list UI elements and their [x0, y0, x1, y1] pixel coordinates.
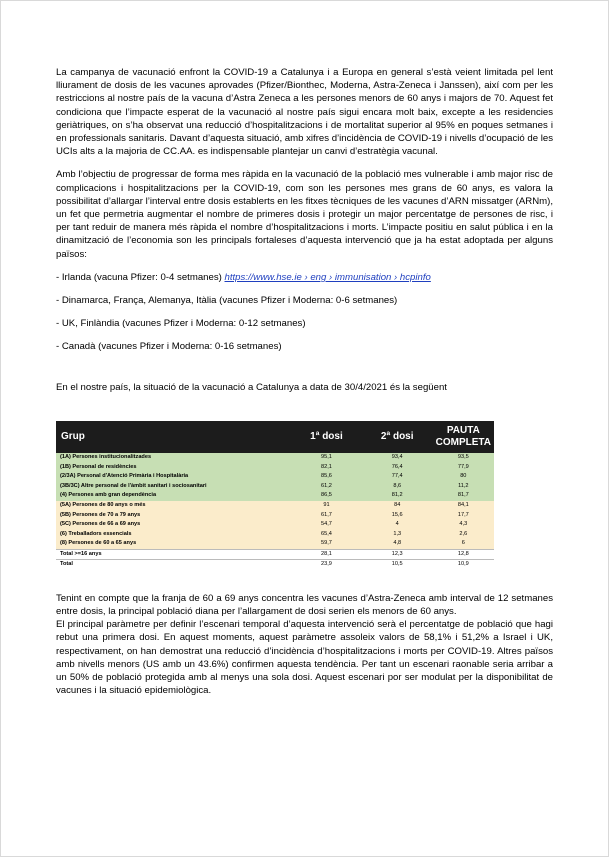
row-complete: 77,9	[433, 462, 494, 472]
table-row	[56, 529, 494, 539]
row-complete: 6	[433, 539, 494, 549]
header-complete-line1: PAUTA	[446, 424, 480, 436]
row-dose1: 61,7	[291, 510, 362, 520]
header-dose2: 2ª dosi	[362, 421, 433, 453]
row-group: (2/3A) Personal d'Atenció Primària i Hospitalària	[56, 472, 291, 482]
closing-section	[56, 592, 553, 698]
row-group: Total	[56, 560, 291, 570]
table-row	[56, 520, 494, 530]
row-complete: 17,7	[433, 510, 494, 520]
row-complete: 93,5	[433, 453, 494, 463]
table-row	[56, 539, 494, 549]
table-row-total	[56, 560, 494, 570]
row-dose2: 77,4	[362, 472, 433, 482]
table-row	[56, 472, 494, 482]
row-dose2: 12,3	[362, 549, 433, 560]
row-dose1: 28,1	[291, 549, 362, 560]
header-complete	[433, 421, 494, 453]
row-group: (1A) Persones institucionalitzades	[56, 453, 291, 463]
row-complete: 4,3	[433, 520, 494, 530]
bullet-ireland	[56, 271, 553, 284]
row-dose2: 93,4	[362, 453, 433, 463]
table-row	[56, 453, 494, 463]
row-dose1: 61,2	[291, 482, 362, 492]
row-group: Total >=16 anys	[56, 549, 291, 560]
row-dose2: 81,2	[362, 491, 433, 501]
row-dose2: 8,6	[362, 482, 433, 492]
table-row	[56, 491, 494, 501]
table-header-row	[56, 421, 494, 453]
row-dose1: 54,7	[291, 520, 362, 530]
row-complete: 12,8	[433, 549, 494, 560]
row-dose2: 15,6	[362, 510, 433, 520]
row-dose1: 86,5	[291, 491, 362, 501]
paragraph-scenario: El principal paràmetre per definir l’escenari temporal d’aquesta intervenció serà el percentatge de població que hagi rebut una primera dosi. En aquest moments, aquest paràmetre assoleix valors de 58,1% i 51,2% a Israel i UK, respectivament, on han demostrat una reducció d’incidència d’hospitalitzacions i morts per COVID-19. Altres països amb nivells menors (US amb un 43.6%) confirmen aquesta tendència. Per tant un escenari raonable seria arribar a un 50% de població protegida amb al menys una sola dosi. Aquest escenari por ser modulat per la disponibilitat de vacunes i la situació epidemiològica.	[56, 619, 553, 697]
row-group: (1B) Personal de residències	[56, 462, 291, 472]
row-group: (8) Persones de 60 a 65 anys	[56, 539, 291, 549]
header-complete-line2: COMPLETA	[435, 436, 491, 448]
table-row	[56, 462, 494, 472]
row-dose2: 10,5	[362, 560, 433, 570]
hse-link[interactable]: https://www.hse.ie › eng › immunisation › hcpinfo	[224, 271, 431, 283]
row-group: (6) Treballadors essencials	[56, 529, 291, 539]
row-complete: 80	[433, 472, 494, 482]
row-dose2: 84	[362, 501, 433, 511]
paragraph-intro: La campanya de vacunació enfront la COVID-19 a Catalunya i a Europa en general s’està veient limitada pel lent lliurament de dosis de les vacunes aprovades (Pfizer/Bionthec, Moderna, Astra-Zeneca i Janssen), així com per les restriccions al nostre país de la vacuna d’Astra Zeneca a les persones menors de 60 anys i majors de 70. Aquest fet condiciona que l’impacte esperat de la vacunació al nostre país sigui encara molt baix, excepte a les residencies geriàtriques, on s’ha observat una reducció d’hospitalitzacions i de mortalitat superior al 95% en poques setmanes i en professionals sanitaris. Davant d’aquesta situació, amb xifres d’incidència de COVID-19 i nivells d’ocupació de les UCIs alts a la majoria de CC.AA. es indispensable plantejar un canvi d’estratègia vacunal.	[56, 67, 554, 158]
paragraph-target-population: Tenint en compte que la franja de 60 a 69 anys concentra les vacunes d’Astra-Zeneca amb interval de 12 setmanes entre dosis, la principal població diana per l’allargament de dosi serien els menors de 60 anys.	[56, 592, 553, 617]
row-complete: 10,9	[433, 560, 494, 570]
bullet-dinamarca: - Dinamarca, França, Alemanya, Itàlia (vacunes Pfizer i Moderna: 0-6 setmanes)	[56, 295, 398, 307]
table-row	[56, 482, 494, 492]
bullet-uk: - UK, Finlàndia (vacunes Pfizer i Moderna: 0-12 setmanes)	[56, 318, 306, 330]
document-body	[56, 66, 553, 697]
bullet-canada: - Canadà (vacunes Pfizer i Moderna: 0-16 setmanes)	[56, 341, 282, 353]
header-group: Grup	[56, 421, 291, 453]
paragraph-objective: Amb l’objectiu de progressar de forma mes ràpida en la vacunació de la població mes vulnerable i amb major risc de complicacions i hospitalitzacions per la COVID-19, com son les persones mes grans de 60 anys, es valora la possibilitat d’allargar l’interval entre dosis establerts en les fitxes tècniques de les vacunes d’ARN missatger (ARNm), un fet que permetria augmentar el nombre de primeres dosis i protegir un major percentatge de persones de risc, i per tant reduir de manera més ràpida el nombre d’hospitalitzacions i morts. L’impacte positiu en salut pública i en la dinamització de l’economia son les principals fortaleses d’aquesta intervenció que ja ha estat adoptada per alguns països:	[56, 169, 553, 260]
row-group: (5B) Persones de 70 a 79 anys	[56, 510, 291, 520]
row-group: (4) Persones amb gran dependència	[56, 491, 291, 501]
row-dose2: 76,4	[362, 462, 433, 472]
row-dose1: 91	[291, 501, 362, 511]
bullet-ireland-text: - Irlanda (vacuna Pfizer: 0-4 setmanes)	[56, 271, 225, 283]
row-dose1: 65,4	[291, 529, 362, 539]
row-dose2: 4	[362, 520, 433, 530]
table-row-total-16	[56, 549, 494, 560]
row-complete: 11,2	[433, 482, 494, 492]
row-group: (3B/3C) Altre personal de l'àmbit sanitari i sociosanitari	[56, 482, 291, 492]
table-row	[56, 501, 494, 511]
row-dose1: 59,7	[291, 539, 362, 549]
vaccination-table	[56, 421, 494, 570]
row-complete: 81,7	[433, 491, 494, 501]
table-row	[56, 510, 494, 520]
row-dose2: 1,3	[362, 529, 433, 539]
header-dose1: 1ª dosi	[291, 421, 362, 453]
row-dose1: 82,1	[291, 462, 362, 472]
row-dose1: 95,1	[291, 453, 362, 463]
row-group: (5A) Persones de 80 anys o més	[56, 501, 291, 511]
row-complete: 2,6	[433, 529, 494, 539]
paragraph-table-intro: En el nostre país, la situació de la vacunació a Catalunya a data de 30/4/2021 és la següent	[56, 381, 447, 393]
row-dose1: 85,6	[291, 472, 362, 482]
row-dose2: 4,8	[362, 539, 433, 549]
row-complete: 84,1	[433, 501, 494, 511]
row-group: (5C) Persones de 66 a 69 anys	[56, 520, 291, 530]
row-dose1: 23,9	[291, 560, 362, 570]
